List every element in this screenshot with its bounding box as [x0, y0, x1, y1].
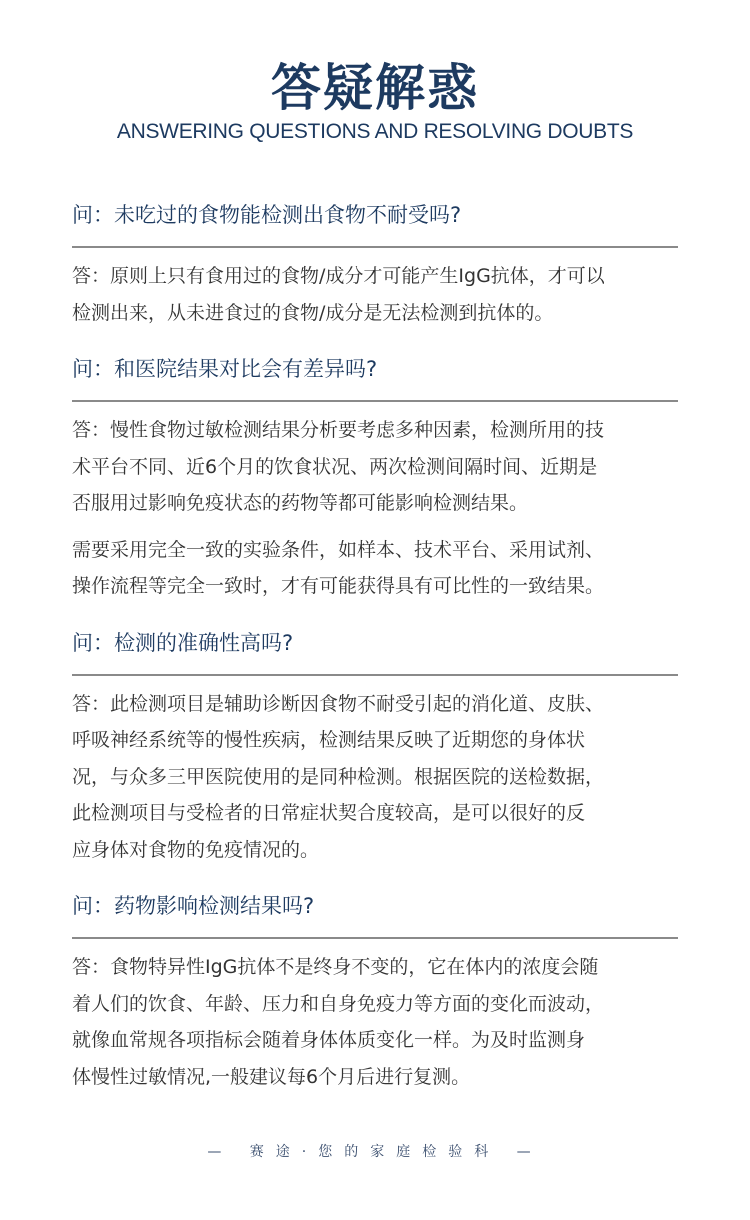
footer-slogan: — 赛途·您的家庭检验科 —	[207, 1144, 543, 1160]
answer-line: 答：原则上只有食用过的食物/成分才可能产生IgG抗体，才可以	[72, 265, 605, 287]
faq-answer	[72, 532, 678, 605]
answer-line: 呼吸神经系统等的慢性疾病，检测结果反映了近期您的身体状	[72, 729, 586, 751]
answer-line: 答：此检测项目是辅助诊断因食物不耐受引起的消化道、皮肤、	[72, 692, 605, 715]
divider	[72, 400, 678, 402]
faq-answer	[72, 686, 678, 869]
answer-line: 否服用过影响免疫状态的药物等都可能影响检测结果。	[72, 492, 529, 514]
faq-question: 问：药物影响检测结果吗?	[72, 894, 315, 918]
faq-question: 问：和医院结果对比会有差异吗?	[72, 357, 378, 381]
answer-line: 此检测项目与受检者的日常症状契合度较高，是可以很好的反	[72, 802, 586, 824]
faq-answer	[72, 412, 678, 522]
answer-line: 答：慢性食物过敏检测结果分析要考虑多种因素，检测所用的技	[72, 419, 605, 441]
answer-line: 应身体对食物的免疫情况的。	[72, 838, 320, 861]
answer-line: 检测出来，从未进食过的食物/成分是无法检测到抗体的。	[72, 301, 554, 324]
faq-answer	[72, 949, 678, 1095]
answer-line: 术平台不同、近6个月的饮食状况、两次检测间隔时间、近期是	[72, 455, 598, 478]
page-subtitle: ANSWERING QUESTIONS AND RESOLVING DOUBTS	[116, 120, 634, 143]
answer-line: 体慢性过敏情况,一般建议每6个月后进行复测。	[72, 1065, 471, 1088]
divider	[72, 937, 678, 939]
divider	[72, 674, 678, 676]
page-title: 答疑解惑	[271, 59, 479, 117]
answer-line: 答：食物特异性IgG抗体不是终身不变的，它在体内的浓度会随	[72, 956, 599, 978]
faq-list	[72, 200, 678, 1105]
faq-question: 问：检测的准确性高吗?	[72, 630, 294, 655]
divider	[72, 246, 678, 248]
answer-line: 况，与众多三甲医院使用的是同种检测。根据医院的送检数据，	[72, 765, 605, 788]
answer-line: 操作流程等完全一致时，才有可能获得具有可比性的一致结果。	[72, 575, 605, 597]
faq-question: 问：未吃过的食物能检测出食物不耐受吗?	[72, 203, 462, 227]
answer-line: 需要采用完全一致的实验条件，如样本、技术平台、采用试剂、	[72, 538, 605, 561]
answer-line: 着人们的饮食、年龄、压力和自身免疫力等方面的变化而波动，	[72, 992, 605, 1015]
answer-line: 就像血常规各项指标会随着身体体质变化一样。为及时监测身	[72, 1029, 586, 1051]
faq-answer	[72, 258, 678, 331]
